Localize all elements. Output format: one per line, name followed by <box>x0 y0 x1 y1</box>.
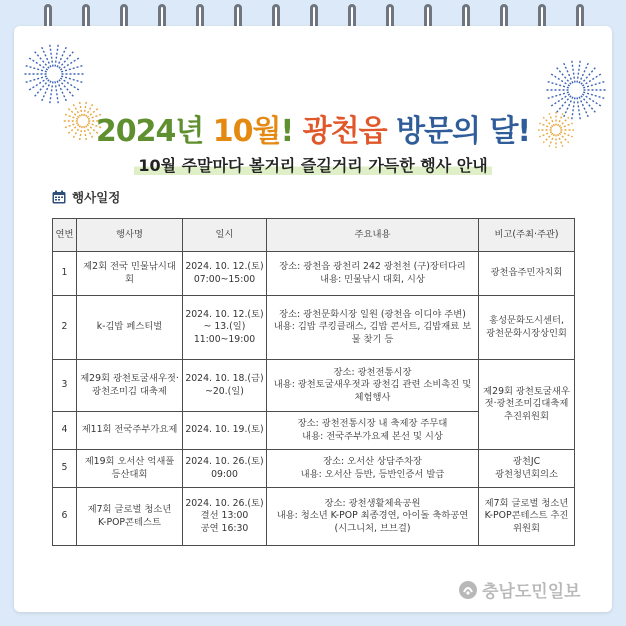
cell-date-line: 2024. 10. 19.(토) <box>185 424 264 436</box>
firework-ray <box>577 60 580 82</box>
cell-content-line: 장소: 광천생활체육공원 <box>324 498 421 510</box>
cell-date-line: 07:00~15:00 <box>193 273 256 285</box>
cell-date <box>183 296 267 360</box>
cell-note-line: 젓·광천조미김대축제 <box>484 398 569 410</box>
cell-note-line: 광천문화시장상인회 <box>486 327 567 339</box>
cell-content-line: 장소: 광천읍 광천리 242 광천천 (구)장터다리 <box>279 261 466 273</box>
cell-note-line: 홍성문화도시센터, <box>489 315 564 327</box>
cell-name <box>77 450 183 488</box>
title-town: 광천읍 <box>302 114 387 149</box>
cell-note-line: 광천JC <box>512 456 541 468</box>
cell-note-line: 광천청년회의소 <box>495 468 558 480</box>
cell-note-line: 추진위원회 <box>504 410 549 422</box>
firework-ray <box>29 78 48 90</box>
cell-note <box>479 296 575 360</box>
cell-content <box>267 360 479 412</box>
cell-date-line: 2024. 10. 12.(토) <box>185 261 264 273</box>
section-title: 행사일정 <box>72 190 121 205</box>
cell-content <box>267 450 479 488</box>
table-body <box>53 252 575 546</box>
cell-date <box>183 488 267 546</box>
table-row <box>53 252 575 296</box>
firework-ray <box>572 60 575 82</box>
cell-name-line: 광천조미김 대축제 <box>92 385 167 397</box>
table-row <box>53 450 575 488</box>
cell-content-line: (시그니처, 브브걸) <box>334 522 411 534</box>
firework-ray <box>29 58 48 70</box>
cell-date <box>183 252 267 296</box>
title-exclaim: ! <box>280 114 303 149</box>
cell-date-line: 2024. 10. 18.(금) <box>185 373 264 385</box>
table-row <box>53 488 575 546</box>
cell-note-line: 위원회 <box>513 522 540 534</box>
cell-name-line: k-김밥 페스티벌 <box>96 321 163 333</box>
schedule-table <box>52 218 575 546</box>
header-name: 행사명 <box>77 219 183 252</box>
cell-date-line: ~ 13.(일) <box>203 321 246 333</box>
firework-ray <box>60 78 79 90</box>
cell-content-line: 장소: 광천전통시장 <box>333 367 412 379</box>
cell-name-line: 제29회 광천토굴새우젓· <box>80 373 179 385</box>
cell-name <box>77 252 183 296</box>
cell-note-line: 제29회 광천토굴새우 <box>483 386 570 398</box>
cell-date-line: ~20.(일) <box>205 385 244 397</box>
cell-no: 2 <box>53 296 77 360</box>
cell-name-line: 제19회 오서산 억새풀 <box>84 456 175 468</box>
cell-date <box>183 360 267 412</box>
cell-note <box>479 450 575 488</box>
cell-note-line: K-POP콘테스트 추진 <box>484 510 569 522</box>
cell-note <box>479 360 575 450</box>
cell-no: 6 <box>53 488 77 546</box>
cell-note-line: 광천읍주민자치회 <box>490 267 563 279</box>
cell-name <box>77 488 183 546</box>
cell-content-line: 체험행사 <box>354 391 391 403</box>
cell-date-line: 09:00 <box>211 468 238 480</box>
cell-name-line: 제11회 전국주부가요제 <box>81 424 178 436</box>
watermark-text: 충남도민일보 <box>482 582 581 602</box>
cell-no: 3 <box>53 360 77 412</box>
cell-no: 1 <box>53 252 77 296</box>
cell-content <box>267 488 479 546</box>
cell-content-line: 내용: 오서산 등반, 등반인증서 발급 <box>300 468 445 480</box>
cell-name-line: 제7회 글로벌 청소년 <box>87 504 172 516</box>
firework-ray <box>60 58 79 70</box>
table-row <box>53 296 575 360</box>
calendar-icon <box>52 190 66 204</box>
cell-name <box>77 412 183 450</box>
page-subtitle <box>0 153 626 176</box>
cell-content-line: 내용: 전국주부가요제 본선 및 시상 <box>302 430 443 442</box>
subtitle-text: 10월 주말마다 볼거리 즐길거리 가득한 행사 안내 <box>134 156 491 175</box>
cell-no: 4 <box>53 412 77 450</box>
firework-ray <box>50 44 53 66</box>
cell-name <box>77 296 183 360</box>
firework-ray <box>551 74 570 86</box>
cell-date-line: 2024. 10. 26.(토) <box>185 498 264 510</box>
cell-content <box>267 412 479 450</box>
cell-note <box>479 488 575 546</box>
cell-no: 5 <box>53 450 77 488</box>
cell-date-line: 결선 13:00 <box>200 510 249 522</box>
firework-ray <box>582 94 601 106</box>
cell-content-line: 내용: 민물낚시 대회, 시상 <box>320 273 425 285</box>
firework-ray <box>55 44 58 66</box>
title-month: 10월 <box>212 114 281 149</box>
table-row <box>53 360 575 412</box>
cell-content-line: 장소: 광천문화시장 일원 (광천읍 이디야 주변) <box>279 309 466 321</box>
cell-name <box>77 360 183 412</box>
header-content: 주요내용 <box>267 219 479 252</box>
cell-name-line: K-POP콘테스트 <box>98 516 161 528</box>
firework-ray <box>551 94 570 106</box>
cell-date-line: 공연 16:30 <box>200 522 249 534</box>
cell-content-line: 내용: 청소년 K-POP 최종경연, 아이돌 축하공연 <box>276 510 469 522</box>
cell-date-line: 2024. 10. 26.(토) <box>185 456 264 468</box>
header-note: 비고(주최·주관) <box>479 219 575 252</box>
cell-name-line: 제2회 전국 민물낚시대회 <box>83 261 176 285</box>
firework-ray <box>582 74 601 86</box>
cell-content <box>267 296 479 360</box>
cell-date-line: 2024. 10. 12.(토) <box>185 309 264 321</box>
cell-content-line: 장소: 오서산 상담주차장 <box>323 456 422 468</box>
cell-note-line: 제7회 글로벌 청소년 <box>484 498 569 510</box>
header-date: 일시 <box>183 219 267 252</box>
cell-content-line: 장소: 광천전통시장 내 축제장 주무대 <box>297 418 448 430</box>
cell-date <box>183 450 267 488</box>
cell-date-line: 11:00~19:00 <box>193 333 256 345</box>
header-no: 연번 <box>53 219 77 252</box>
table-header-row <box>53 219 575 252</box>
cell-name-line: 등산대회 <box>111 468 148 480</box>
cell-note <box>479 252 575 296</box>
title-rest: 방문의 달! <box>386 114 531 149</box>
firework-ray <box>50 81 53 103</box>
page-title <box>0 106 626 150</box>
cell-content-line: 물 찾기 등 <box>351 333 394 345</box>
cell-date <box>183 412 267 450</box>
cell-content-line: 내용: 광천토굴새우젓과 광천김 관련 소비촉진 및 <box>273 379 472 391</box>
newspaper-logo-icon <box>458 580 478 600</box>
title-year: 2024년 <box>95 114 213 149</box>
watermark <box>458 577 581 602</box>
cell-content <box>267 252 479 296</box>
section-header <box>52 188 120 206</box>
firework-ray <box>55 81 58 103</box>
cell-content-line: 내용: 김밥 쿠킹클래스, 김밥 콘서트, 김밥재료 보 <box>273 321 472 333</box>
